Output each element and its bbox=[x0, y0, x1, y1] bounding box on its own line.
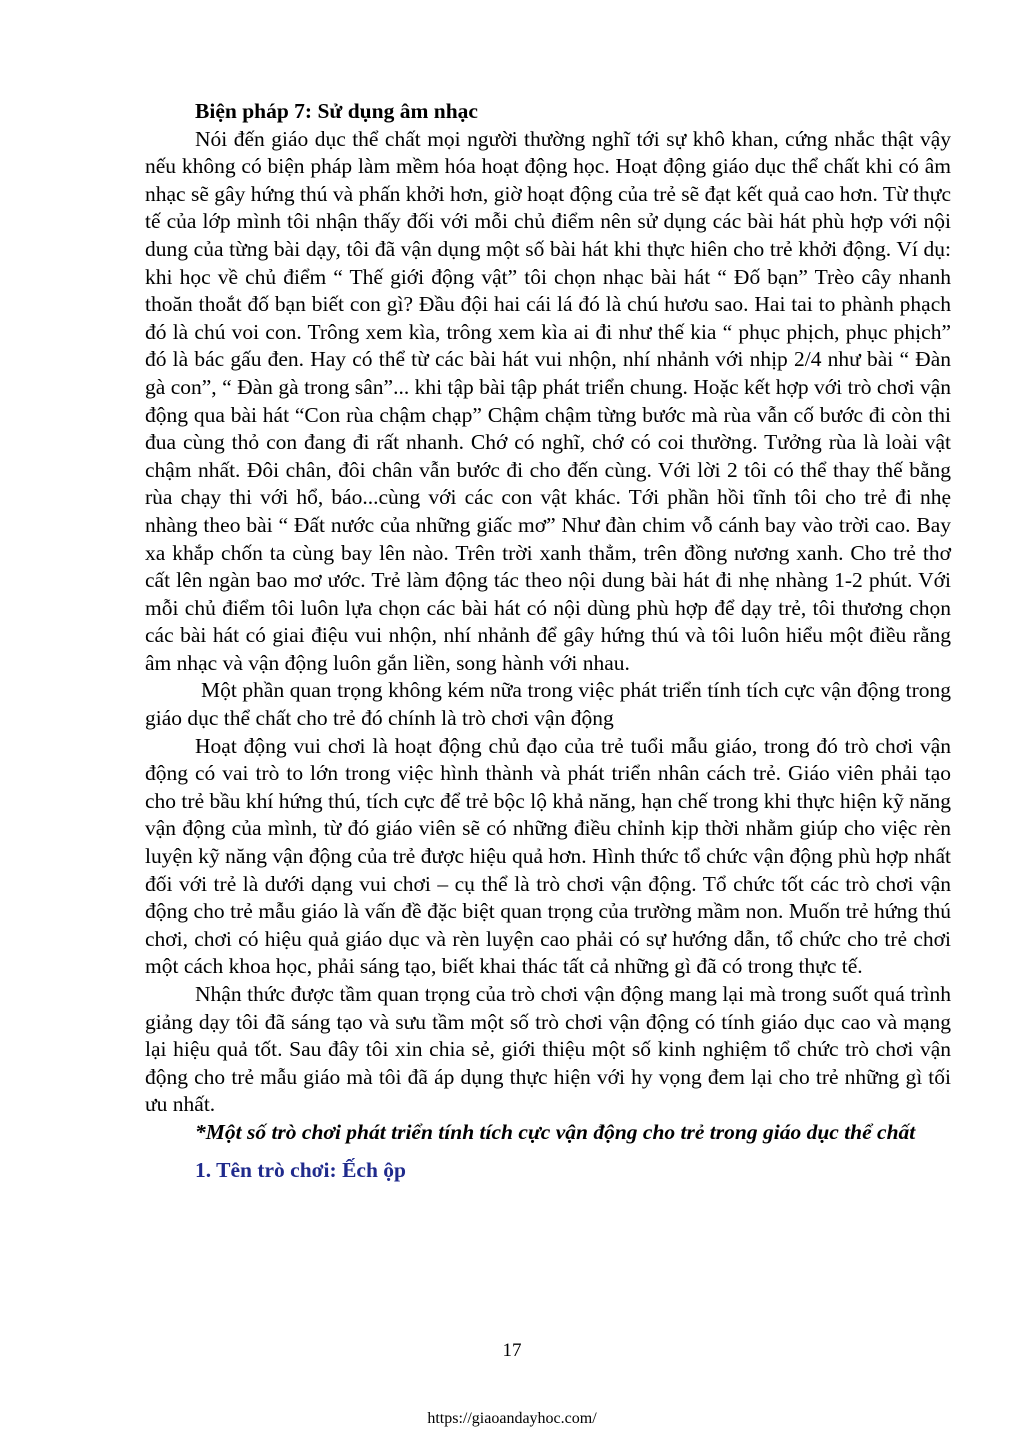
paragraph-motor-games-intro: Một phần quan trọng không kém nữa trong việc phát triển tính tích cực vận động trong giáo dục thể chất cho trẻ đó chính là trò chơi vận động bbox=[145, 678, 951, 731]
subsection-heading: *Một số trò chơi phát triển tính tích cực vận động cho trẻ trong giáo dục thể chất bbox=[195, 1119, 916, 1144]
section-heading: Biện pháp 7: Sử dụng âm nhạc bbox=[195, 99, 478, 123]
document-body bbox=[145, 98, 951, 1184]
page-number: 17 bbox=[502, 1340, 522, 1361]
paragraph-music: Nói đến giáo dục thể chất mọi người thường nghĩ tới sự khô khan, cứng nhắc thật vậy nếu không có biện pháp làm mềm hóa hoạt động học. Hoạt động giáo dục thể chất khi có âm nhạc sẽ gây hứng thú và phấn khởi hơn, giờ hoạt động của trẻ sẽ đạt kết quả cao hơn. Từ thực tế của lớp mình tôi nhận thấy đối với mỗi chủ điểm nên sử dụng các bài hát phù hợp với nội dung của từng bài dạy, tôi đã vận dụng một số bài hát khi thực hiên cho trẻ khởi động. Ví dụ: khi học về chủ điểm “ Thế giới động vật” tôi chọn nhạc bài hát “ Đố bạn” Trèo cây nhanh thoăn thoắt đố bạn biết con gì? Đầu đội hai cái lá đó là chú hươu sao. Hai tai to phành phạch đó là chú voi con. Trông xem kìa, trông xem kìa ai đi như thế kia “ phục phịch, phục phịch” đó là bác gấu đen. Hay có thể từ các bài hát vui nhộn, nhí nhảnh với nhịp 2/4 như bài “ Đàn gà con”, “ Đàn gà trong sân”... khi tập bài tập phát triển chung. Hoặc kết hợp với trò chơi vận động qua bài hát “Con rùa chậm chạp” Chậm chậm từng bước mà rùa vẫn cố bước đi còn thi đua cùng thỏ con đang đi rất nhanh. Chớ có nghĩ, chớ có coi thường. Tưởng rùa là loài vật chậm nhất. Đôi chân, đôi chân vẫn bước đi cho đến cùng. Với lời 2 tôi có thể thay thế bằng rùa chạy thi với hổ, báo...cùng với các con vật khác. Tới phần hồi tĩnh tôi cho trẻ đi nhẹ nhàng theo bài “ Đất nước của những giấc mơ” Như đàn chim vỗ cánh bay vào trời cao. Bay xa khắp chốn ta cùng bay lên nào. Trên trời xanh thẳm, trên đồng nương xanh. Cho trẻ thơ cất lên ngàn bao mơ ước. Trẻ làm động tác theo nội dung bài hát đi nhẹ nhàng 1-2 phút. Với mỗi chủ điểm tôi luôn lựa chọn các bài hát có nội dùng phù hợp để dạy trẻ, tôi thương chọn các bài hát có giai điệu vui nhộn, nhí nhảnh để gây hứng thú và tôi luôn hiểu một điều rằng âm nhạc và vận động luôn gắn liền, song hành với nhau. bbox=[145, 126, 951, 675]
paragraph-awareness: Nhận thức được tầm quan trọng của trò chơi vận động mang lại mà trong suốt quá trình giảng dạy tôi đã sáng tạo và sưu tầm một số trò chơi vận động có tính giáo dục cao và mạng lại hiệu quả tốt. Sau đây tôi xin chia sẻ, giới thiệu một số kinh nghiệm tổ chức trò chơi vận động cho trẻ mẫu giáo mà tôi đã áp dụng thực hiện với hy vọng đem lại cho trẻ những gì tối ưu nhất. bbox=[145, 982, 951, 1117]
footer-url[interactable]: https://giaoandayhoc.com/ bbox=[427, 1410, 597, 1427]
paragraph-play-activity: Hoạt động vui chơi là hoạt động chủ đạo của trẻ tuổi mẫu giáo, trong đó trò chơi vận động có vai trò to lớn trong việc hình thành và phát triển nhân cách trẻ. Giáo viên phải tạo cho trẻ bầu khí hứng thú, tích cực để trẻ bộc lộ khả năng, hạn chế trong khi thực hiện kỹ năng vận động của mình, từ đó giáo viên sẽ có những điều chỉnh kịp thời nhằm giúp cho việc rèn luyện kỹ năng vận động của trẻ được hiệu quả hơn. Hình thức tổ chức vận động phù hợp nhất đối với trẻ là dưới dạng vui chơi – cụ thể là trò chơi vận động. Tổ chức tốt các trò chơi vận động cho trẻ mẫu giáo là vấn đề đặc biệt quan trọng của trường mầm non. Muốn trẻ hứng thú chơi, chơi có hiệu quả giáo dục và rèn luyện cao phải có sự hướng dẫn, tổ chức cho trẻ chơi một cách khoa học, phải sáng tạo, biết khai thác tất cả những gì đã có trong thực tế. bbox=[145, 733, 951, 979]
game-title: 1. Tên trò chơi: Ếch ộp bbox=[195, 1157, 406, 1182]
